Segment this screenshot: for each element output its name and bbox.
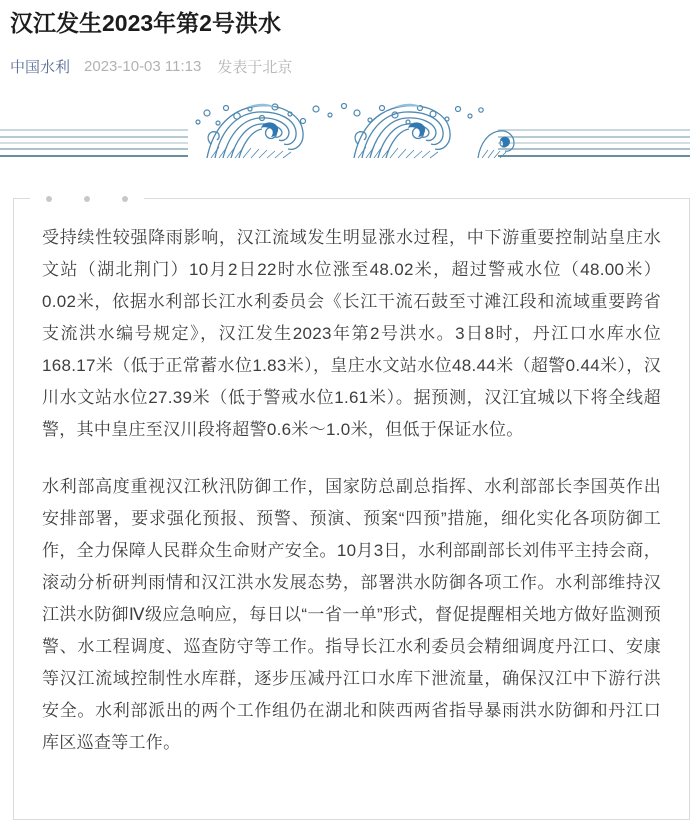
byline	[10, 56, 292, 77]
wave-divider-icon	[0, 100, 700, 180]
wave-banner-illustration	[0, 100, 700, 180]
article-paragraph-1: 受持续性较强降雨影响，汉江流域发生明显涨水过程，中下游重要控制站皇庄水文站（湖北荆门）10月2日22时水位涨至48.02米，超过警戒水位（48.00米）0.02米，依据水利部长江水利委员会《长江干流石鼓至寸滩江段和流域重要跨省支流洪水编号规定》，汉江发生2023年第2号洪水。3日8时，丹江口水库水位168.17米（低于正常蓄水位1.83米），皇庄水文站水位48.44米（超警0.44米），汉川水文站水位27.39米（低于警戒水位1.61米）。据预测，汉江宜城以下将全线超警，其中皇庄至汉川段将超警0.6米～1.0米，但低于保证水位。	[42, 228, 661, 439]
wave-small-curl	[478, 131, 514, 158]
dot-icon	[122, 196, 128, 202]
article-title: 汉江发生2023年第2号洪水	[10, 10, 281, 36]
publish-time: 2023-10-03 11:13	[84, 58, 202, 75]
content-card	[13, 198, 690, 820]
article-paragraph-2: 水利部高度重视汉江秋汛防御工作，国家防总副总指挥、水利部部长李国英作出安排部署，要求强化预报、预警、预演、预案“四预”措施，细化实化各项防御工作，全力保障人民群众生命财产安全。10月3日，水利部副部长刘伟平主持会商，滚动分析研判雨情和汉江洪水发展态势，部署洪水防御各项工作。水利部维持汉江洪水防御Ⅳ级应急响应，每日以“一省一单”形式，督促提醒相关地方做好监测预警、水工程调度、巡查防守等工作。指导长江水利委员会精细调度丹江口、安康等汉江流域控制性水库群，逐步压减丹江口水库下泄流量，确保汉江中下游行洪安全。水利部派出的两个工作组仍在湖北和陕西两省指导暴雨洪水防御和丹江口库区巡查等工作。	[42, 477, 661, 752]
account-name-link[interactable]: 中国水利	[10, 59, 71, 76]
publish-location: 发表于北京	[217, 59, 293, 76]
dot-icon	[84, 196, 90, 202]
cropped-text-sliver	[10, 0, 218, 4]
card-ellipsis-dots	[30, 195, 144, 203]
wave-lines-right	[498, 130, 690, 156]
article-body	[14, 199, 689, 759]
dot-icon	[46, 196, 52, 202]
wave-lines-left	[0, 130, 188, 156]
